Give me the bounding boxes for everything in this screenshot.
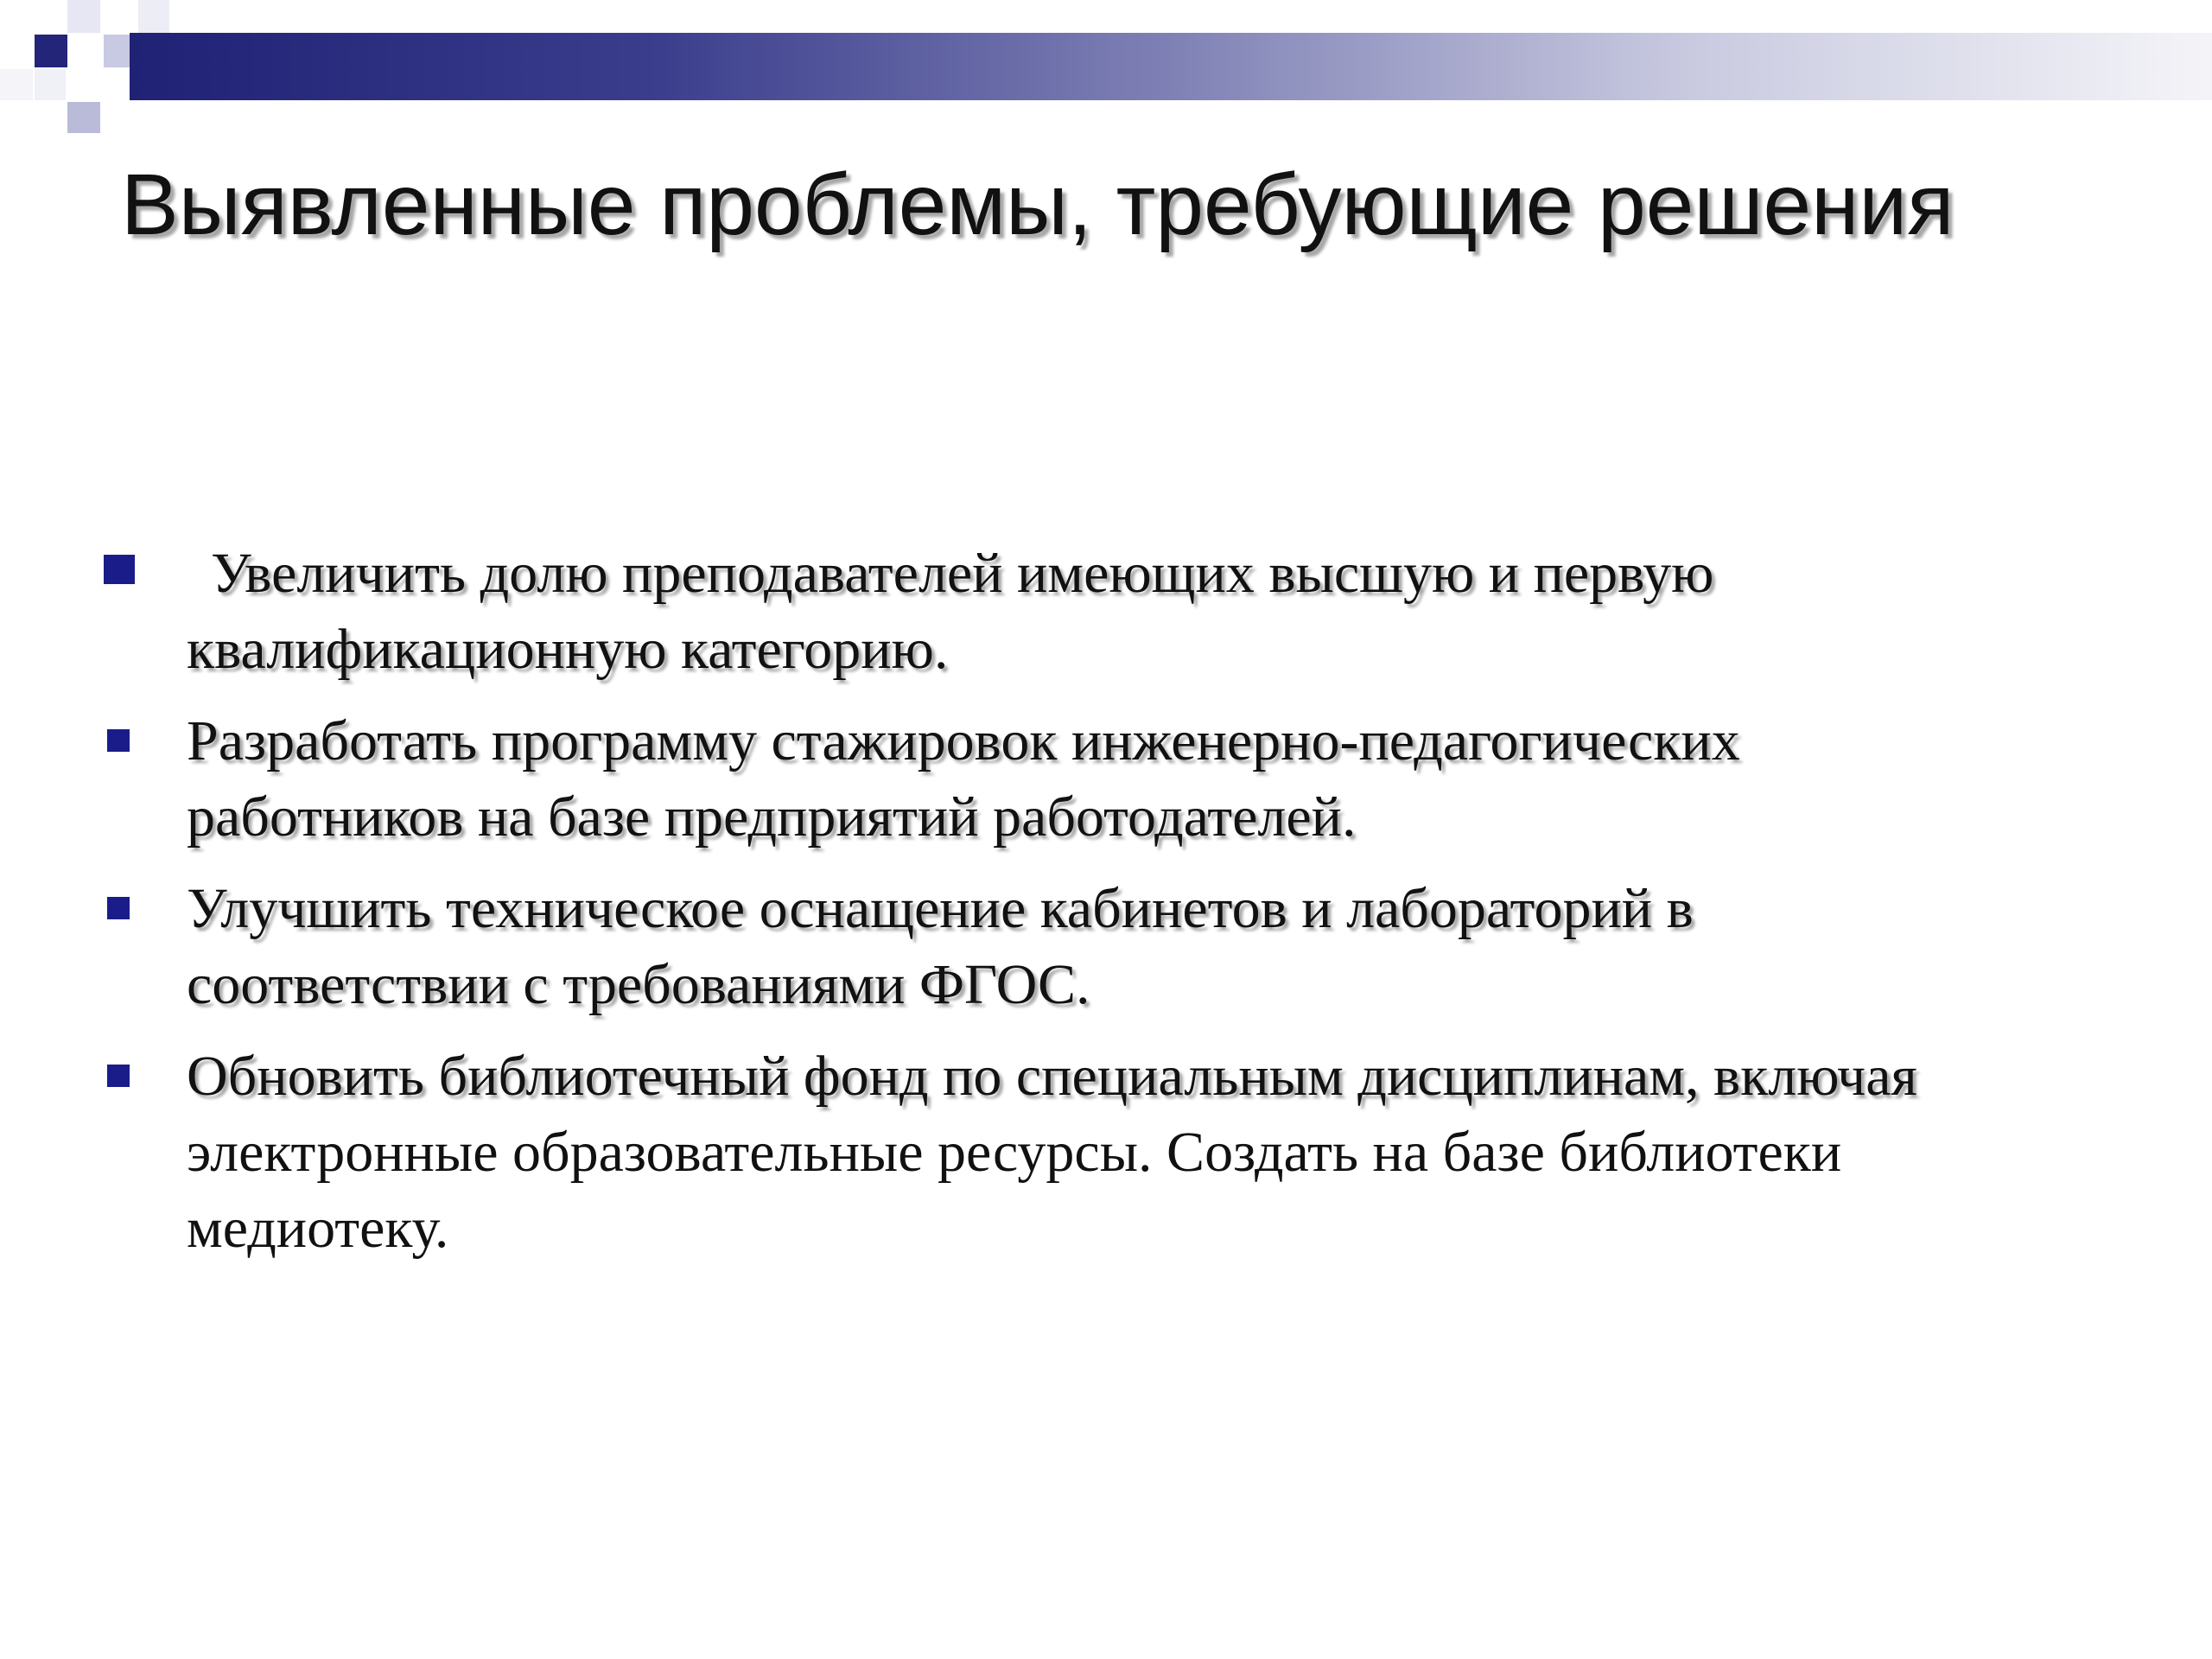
bullet-text-line: соответствии с требованиями ФГОС. [187, 953, 1090, 1016]
bullet-item [104, 703, 2143, 855]
bullet-text-line: Разработать программу стажировок инженерно-педагогических [187, 709, 1740, 772]
bullet-list [104, 536, 2143, 1282]
decorative-square [35, 35, 67, 67]
bullet-text-line: Обновить библиотечный фонд по специальным дисциплинам, включая [187, 1045, 1917, 1108]
bullet-item [104, 1039, 2143, 1267]
decorative-square [35, 69, 66, 100]
header-gradient-band [130, 33, 2212, 100]
decorative-square [67, 102, 100, 133]
bullet-item [104, 536, 2143, 688]
decorative-square [138, 0, 169, 33]
square-bullet-icon [107, 729, 130, 752]
bullet-text-line: медиотеку. [187, 1197, 449, 1260]
bullet-text-line: квалификационную категорию. [187, 618, 949, 681]
bullet-text-line: электронные образовательные ресурсы. Создать на базе библиотеки [187, 1121, 1842, 1184]
square-bullet-icon [107, 1065, 130, 1087]
bullet-item [104, 871, 2143, 1023]
slide-title: Выявленные проблемы, требующие решения [121, 156, 1955, 253]
bullet-text-line: Увеличить долю преподавателей имеющих высшую и первую [211, 542, 1714, 605]
square-bullet-icon [104, 555, 135, 584]
square-bullet-icon [107, 897, 130, 919]
decorative-square [67, 0, 100, 33]
bullet-text-line: работников на базе предприятий работодателей. [187, 785, 1357, 849]
decorative-square [0, 69, 33, 100]
bullet-text-line: Улучшить техническое оснащение кабинетов и лабораторий в [187, 877, 1694, 940]
